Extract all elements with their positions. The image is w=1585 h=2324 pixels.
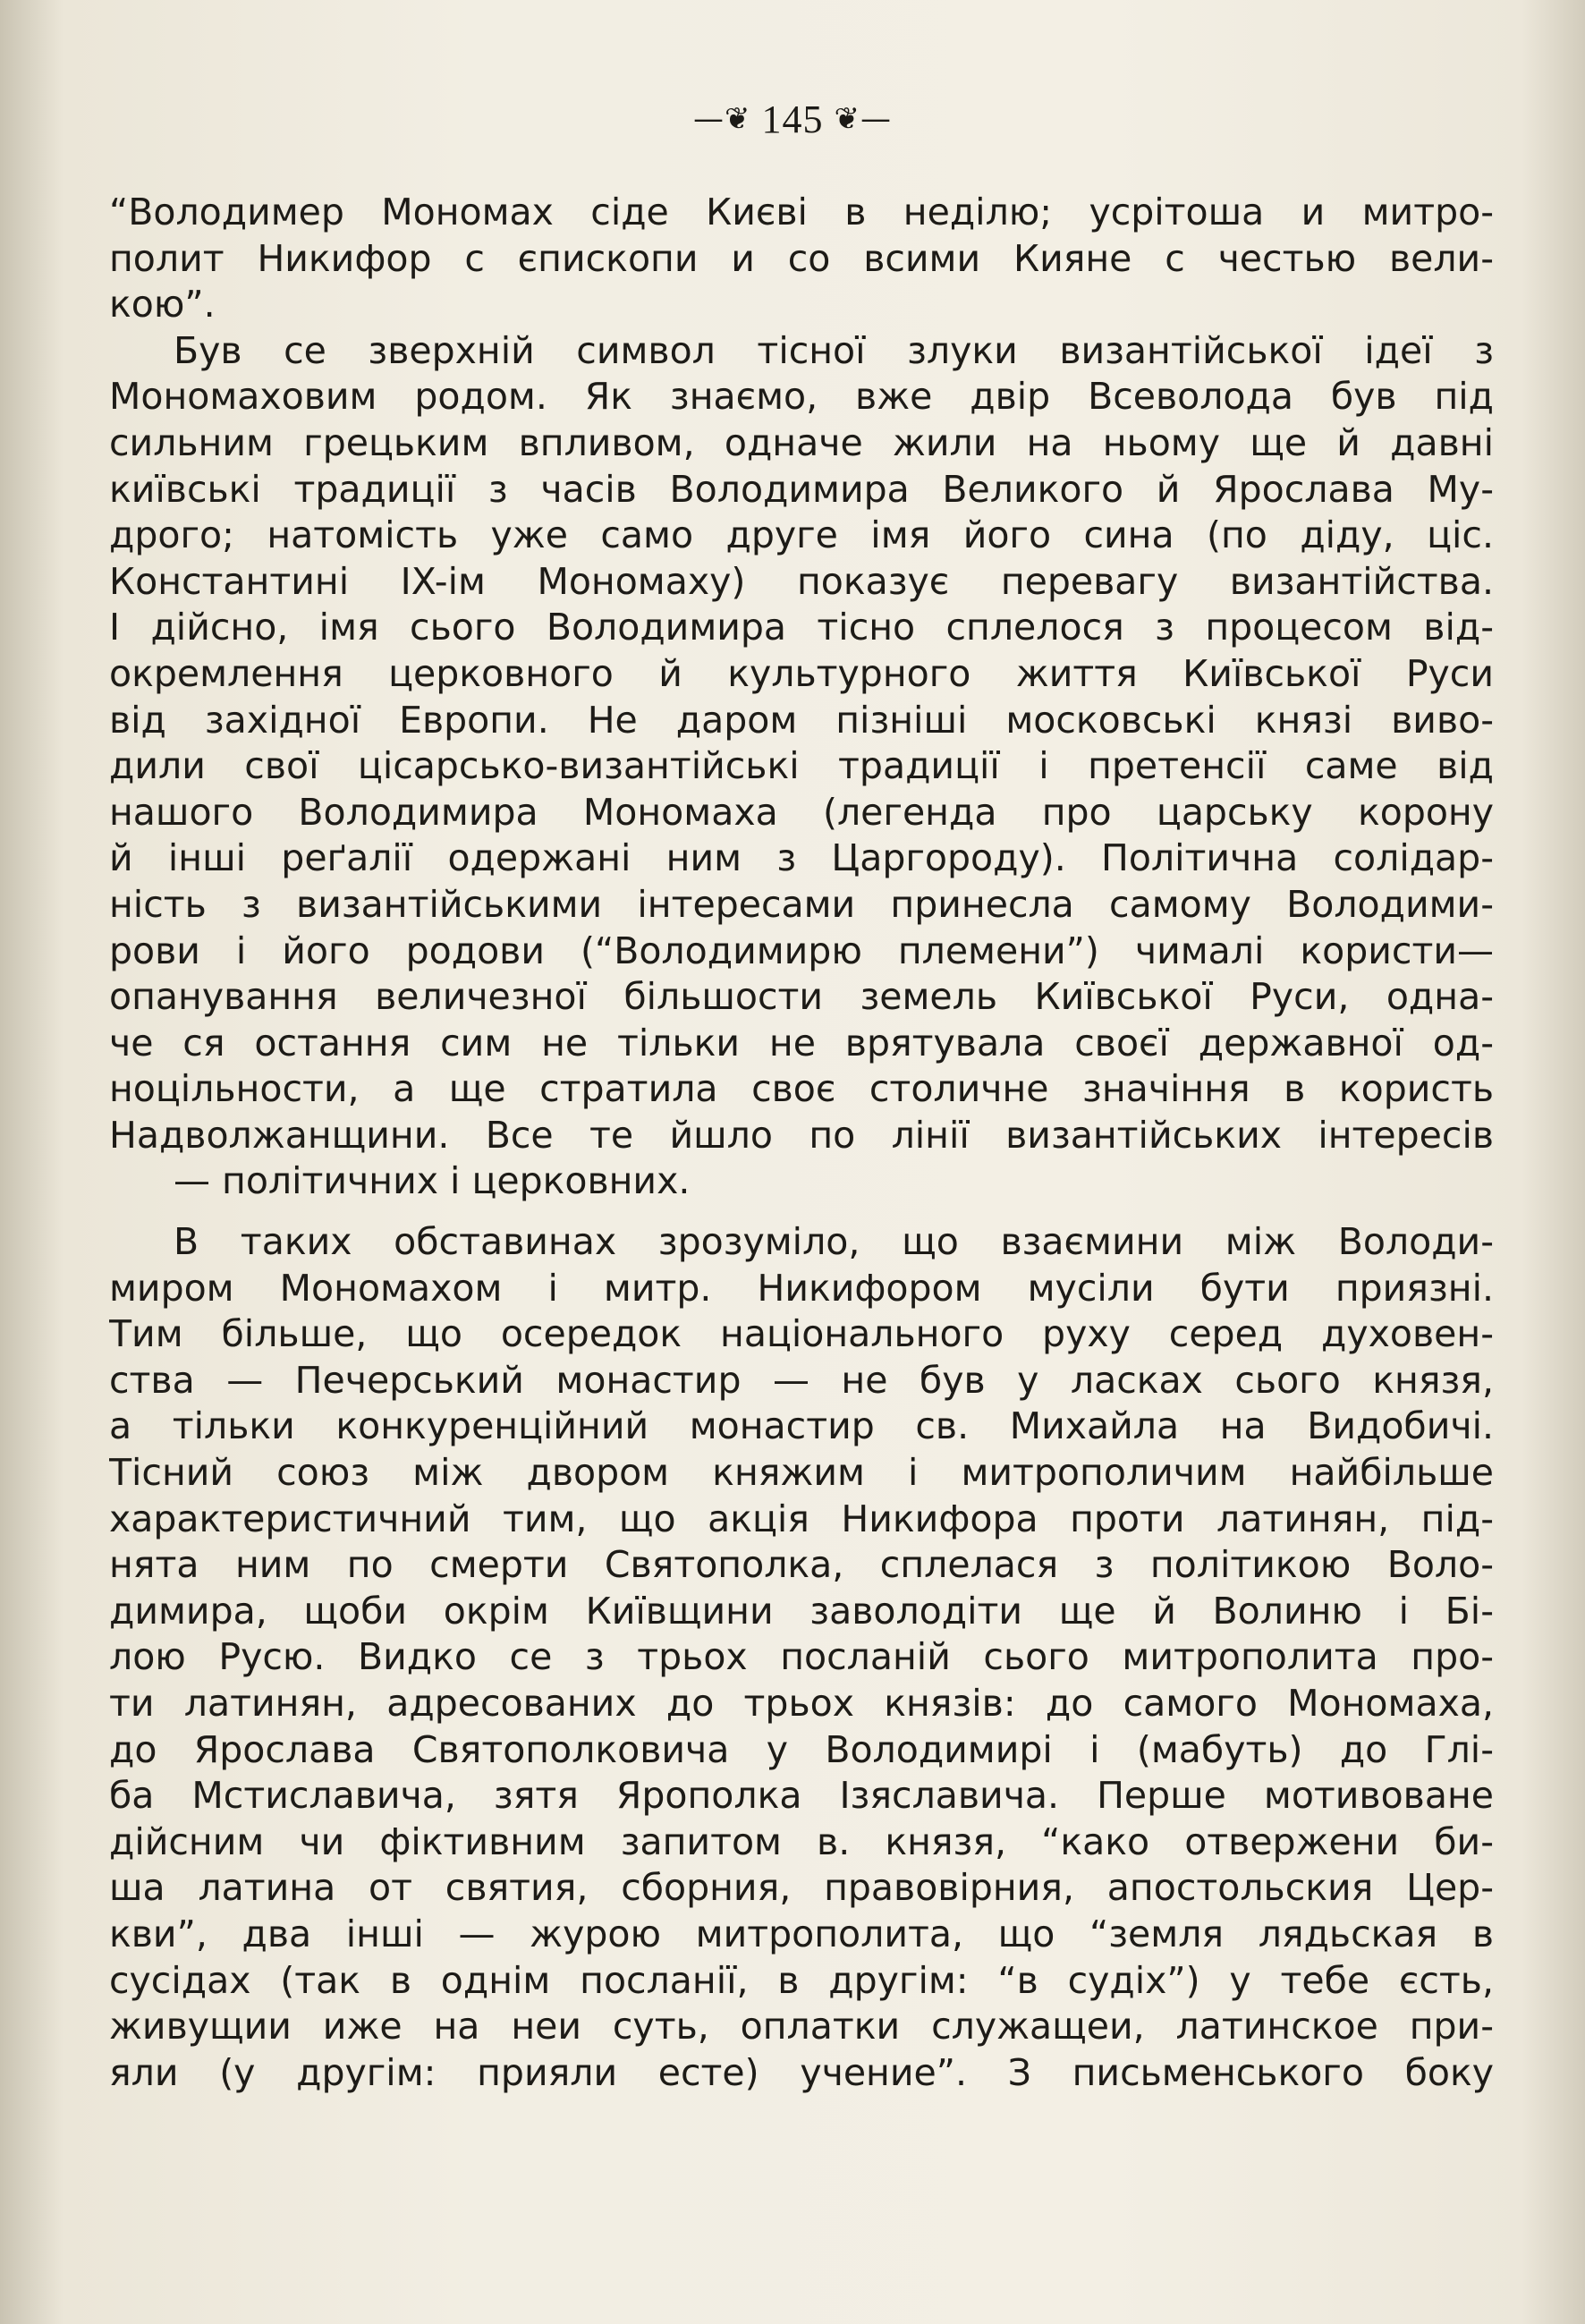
text-line: від західної Европи. Не даром пізніші московські князі виво-: [109, 698, 1494, 742]
text-line: че ся остання сим не тільки не врятувала своєї державної од-: [109, 1021, 1494, 1064]
text-line: характеристичний тим, що акція Никифора проти латинян, під-: [109, 1497, 1494, 1540]
text-line: В таких обставинах зрозуміло, що взаємини між Володи-: [174, 1220, 1494, 1264]
text-line: ства — Печерський монастир — не був у ласках сього князя,: [109, 1358, 1494, 1402]
text-line: сусідах (так в однім посланії, в другім: “в судіх”) у тебе єсть,: [109, 1958, 1494, 2002]
text-line: ноцільности, а ще стратила своє столичне значіння в користь: [109, 1067, 1494, 1111]
text-line: Тим більше, що осередок національного руху серед духовен-: [109, 1312, 1494, 1356]
text-line: а тільки конкуренційний монастир св. Михайла на Видобичі.: [109, 1404, 1494, 1448]
text-line: яли (у другім: прияли есте) учение”. З письменського боку: [109, 2050, 1494, 2094]
text-line: рови і його родови (“Володимирю племени”) чималі користи—: [109, 929, 1494, 972]
page-header: [0, 97, 1585, 142]
text-line: київські традиції з часів Володимира Великого й Ярослава Му-: [109, 467, 1494, 511]
text-line: Надволжанщини. Все те йшло по лінії византійських інтересів: [109, 1113, 1494, 1157]
text-line: лою Русю. Видко се з трьох посланій сього митрополита про-: [109, 1635, 1494, 1679]
text-line: нята ним по смерти Святополка, сплелася з політикою Воло-: [109, 1543, 1494, 1587]
text-line: Мономаховим родом. Як знаємо, вже двір Всеволода був під: [109, 375, 1494, 419]
text-line: Тісний союз між двором княжим і митрополичим найбільше: [109, 1451, 1494, 1495]
ornament-right-icon: ❦—: [834, 101, 892, 137]
text-line: миром Мономахом і митр. Никифором мусіли бути приязні.: [109, 1266, 1494, 1310]
text-line: й інші реґалії одержані ним з Царгороду). Політична солідар-: [109, 836, 1494, 880]
text-line: І дійсно, імя сього Володимира тісно сплелося з процесом від-: [109, 606, 1494, 649]
paragraph-gap: [109, 1205, 1494, 1219]
text-line: живущии иже на неи суть, оплатки служащеи, латинское при-: [109, 2005, 1494, 2048]
text-line: ба Мстиславича, зятя Ярополка Ізяславича. Перше мотивоване: [109, 1774, 1494, 1818]
text-line: сильним грецьким впливом, одначе жили на ньому ще й давні: [109, 420, 1494, 464]
text-line: ша латина от святия, сборния, правовірния, апостольския Цер-: [109, 1866, 1494, 1910]
text-line: до Ярослава Святополковича у Володимирі і (мабуть) до Глі-: [109, 1727, 1494, 1771]
page-number: 145: [761, 98, 824, 141]
text-line: димира, щоби окрім Київщини заволодіти ще й Волиню і Бі-: [109, 1589, 1494, 1633]
text-line: нашого Володимира Мономаха (легенда про царську корону: [109, 790, 1494, 834]
text-line: — політичних і церковних.: [174, 1159, 691, 1203]
text-line: Був се зверхній символ тісної злуки византійської ідеї з: [174, 328, 1494, 372]
text-line: окремлення церковного й культурного життя Київської Руси: [109, 651, 1494, 695]
text-line: кою”.: [109, 283, 216, 327]
text-line: ти латинян, адресованих до трьох князів: до самого Мономаха,: [109, 1682, 1494, 1725]
text-line: “Володимер Мономах сіде Києві в неділю; усрітоша и митро-: [109, 191, 1494, 233]
ornament-left-icon: —❦: [693, 101, 751, 137]
text-line: дрого; натомість уже само друге імя його сина (по діду, ціс.: [109, 513, 1494, 557]
text-line: ність з византійськими інтересами принесла самому Володими-: [109, 882, 1494, 926]
text-line: дійсним чи фіктивним запитом в. князя, “како отвержени би-: [109, 1819, 1494, 1863]
text-line: Константині IX-ім Мономаху) показує перевагу византійства.: [109, 559, 1494, 603]
text-line: опанування величезної більшости земель Київської Руси, одна-: [109, 975, 1494, 1019]
text-line: дили свої цісарсько-византійські традиції і претенсії саме від: [109, 744, 1494, 788]
text-line: полит Никифор с єпископи и со всими Кияне с честью вели-: [109, 236, 1494, 280]
body-text: [109, 190, 1494, 2096]
text-line: кви”, два інші — журою митрополита, що “земля лядьская в: [109, 1912, 1494, 1955]
